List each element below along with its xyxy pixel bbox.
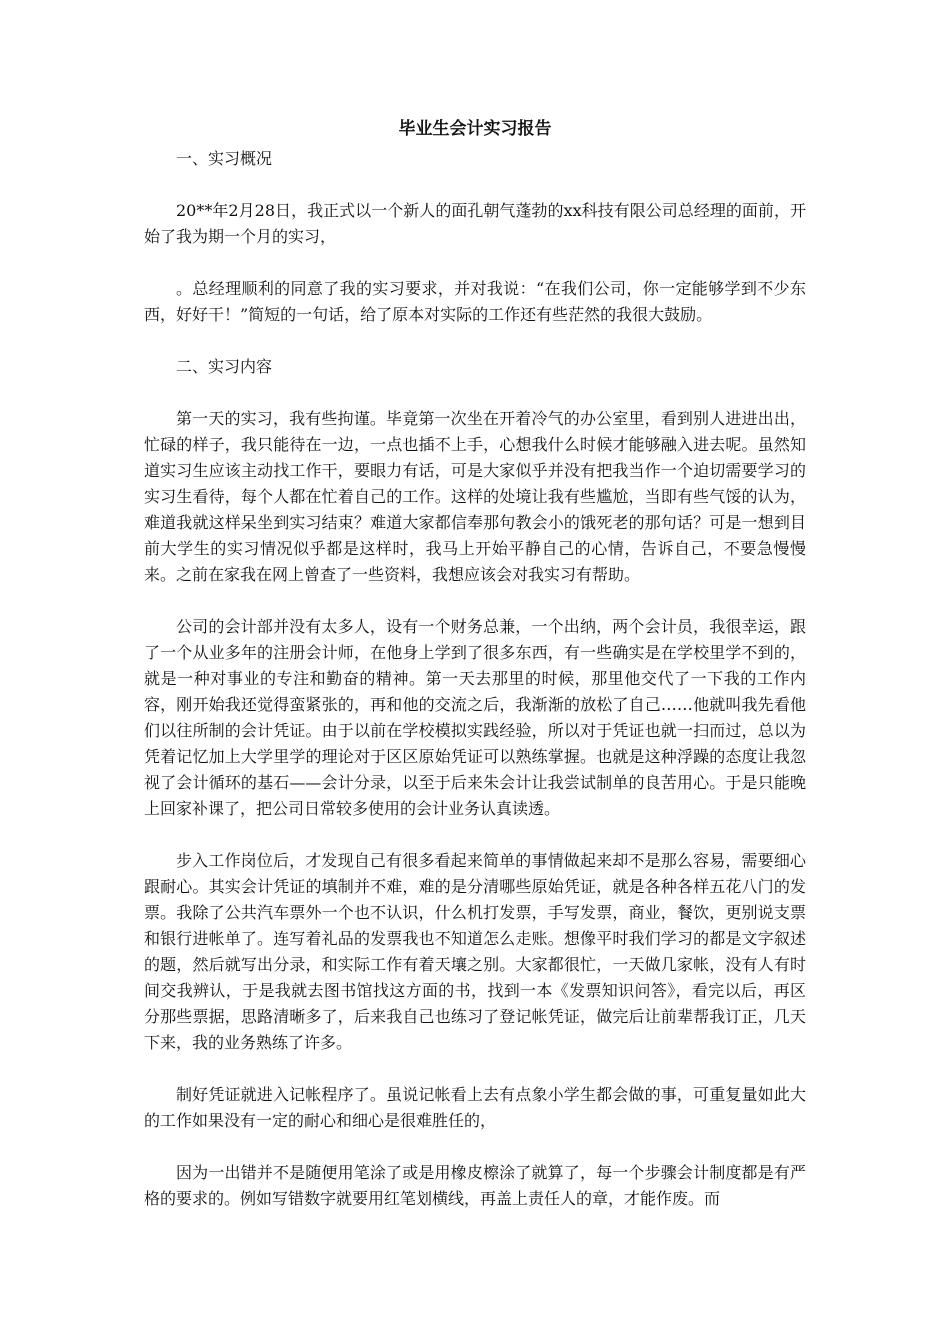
paragraph-1: 20**年2月28日，我正式以一个新人的面孔朝气蓬勃的xx科技有限公司总经理的面前，开始了我为期一个月的实习， — [144, 201, 806, 246]
section-heading-content: 二、实习内容 — [176, 357, 273, 376]
paragraph-5: 步入工作岗位后，才发现自己有很多看起来简单的事情做起来却不是那么容易，需要细心跟耐心。其实会计凭证的填制并不难，难的是分清哪些原始凭证，就是各种各样五花八门的发票。我除了公共汽车票外一个也不认识，什么机打发票，手写发票，商业，餐饮，更别说支票和银行进帐单了。连写着礼品的发票我也不知道怎么走账。想像平时我们学习的都是文字叙述的题，然后就写出分录，和实际工作有着天壤之别。大家都很忙，一天做几家帐，没有人有时间交我辨认，于是我就去图书馆找这方面的书，找到一本《发票知识问答》，看完以后，再区分那些票据，思路清晰多了，后来我自己也练习了登记帐凭证，做完后让前辈帮我订正，几天下来，我的业务熟练了许多。 — [144, 851, 806, 1052]
paragraph-7: 因为一出错并不是随便用笔涂了或是用橡皮檫涂了就算了，每一个步骤会计制度都是有严格的要求的。例如写错数字就要用红笔划横线，再盖上责任人的章，才能作废。而 — [144, 1163, 806, 1208]
paragraph-2: 。总经理顺利的同意了我的实习要求，并对我说：“在我们公司，你一定能够学到不少东西，好好干！”简短的一句话，给了原本对实际的工作还有些茫然的我很大鼓励。 — [144, 279, 806, 324]
document-page — [144, 112, 806, 1238]
paragraph-4: 公司的会计部并没有太多人，设有一个财务总兼，一个出纳，两个会计员，我很幸运，跟了一个从业多年的注册会计师，在他身上学到了很多东西，有一些确实是在学校里学不到的，就是一种对事业的专注和勤奋的精神。第一天去那里的时候，那里他交代了一下我的工作内容，刚开始我还觉得蛮紧张的，再和他的交流之后，我渐渐的放松了自己……他就叫我先看他们以往所制的会计凭证。由于以前在学校模拟实践经验，所以对于凭证也就一扫而过，总以为凭着记忆加上大学里学的理论对于区区原始凭证可以熟练掌握。也就是这种浮躁的态度让我忽视了会计循环的基石——会计分录，以至于后来朱会计让我尝试制单的良苦用心。于是只能晚上回家补课了，把公司日常较多使用的会计业务认真读透。 — [144, 617, 806, 818]
paragraph-6: 制好凭证就进入记帐程序了。虽说记帐看上去有点象小学生都会做的事，可重复量如此大的工作如果没有一定的耐心和细心是很难胜任的， — [144, 1085, 806, 1130]
section-heading-overview: 一、实习概况 — [176, 149, 273, 168]
paragraph-3: 第一天的实习，我有些拘谨。毕竟第一次坐在开着冷气的办公室里，看到别人进进出出，忙碌的样子，我只能待在一边，一点也插不上手，心想我什么时候才能够融入进去呢。虽然知道实习生应该主动找工作干，要眼力有话，可是大家似乎并没有把我当作一个迫切需要学习的实习生看待，每个人都在忙着自己的工作。这样的处境让我有些尴尬，当即有些气馁的认为，难道我就这样呆坐到实习结束？难道大家都信奉那句教会小的饿死老的那句话？可是一想到目前大学生的实习情况似乎都是这样时，我马上开始平静自己的心情，告诉自己，不要急慢慢来。之前在家我在网上曾查了一些资料，我想应该会对我实习有帮助。 — [144, 409, 806, 584]
document-title: 毕业生会计实习报告 — [398, 119, 552, 139]
